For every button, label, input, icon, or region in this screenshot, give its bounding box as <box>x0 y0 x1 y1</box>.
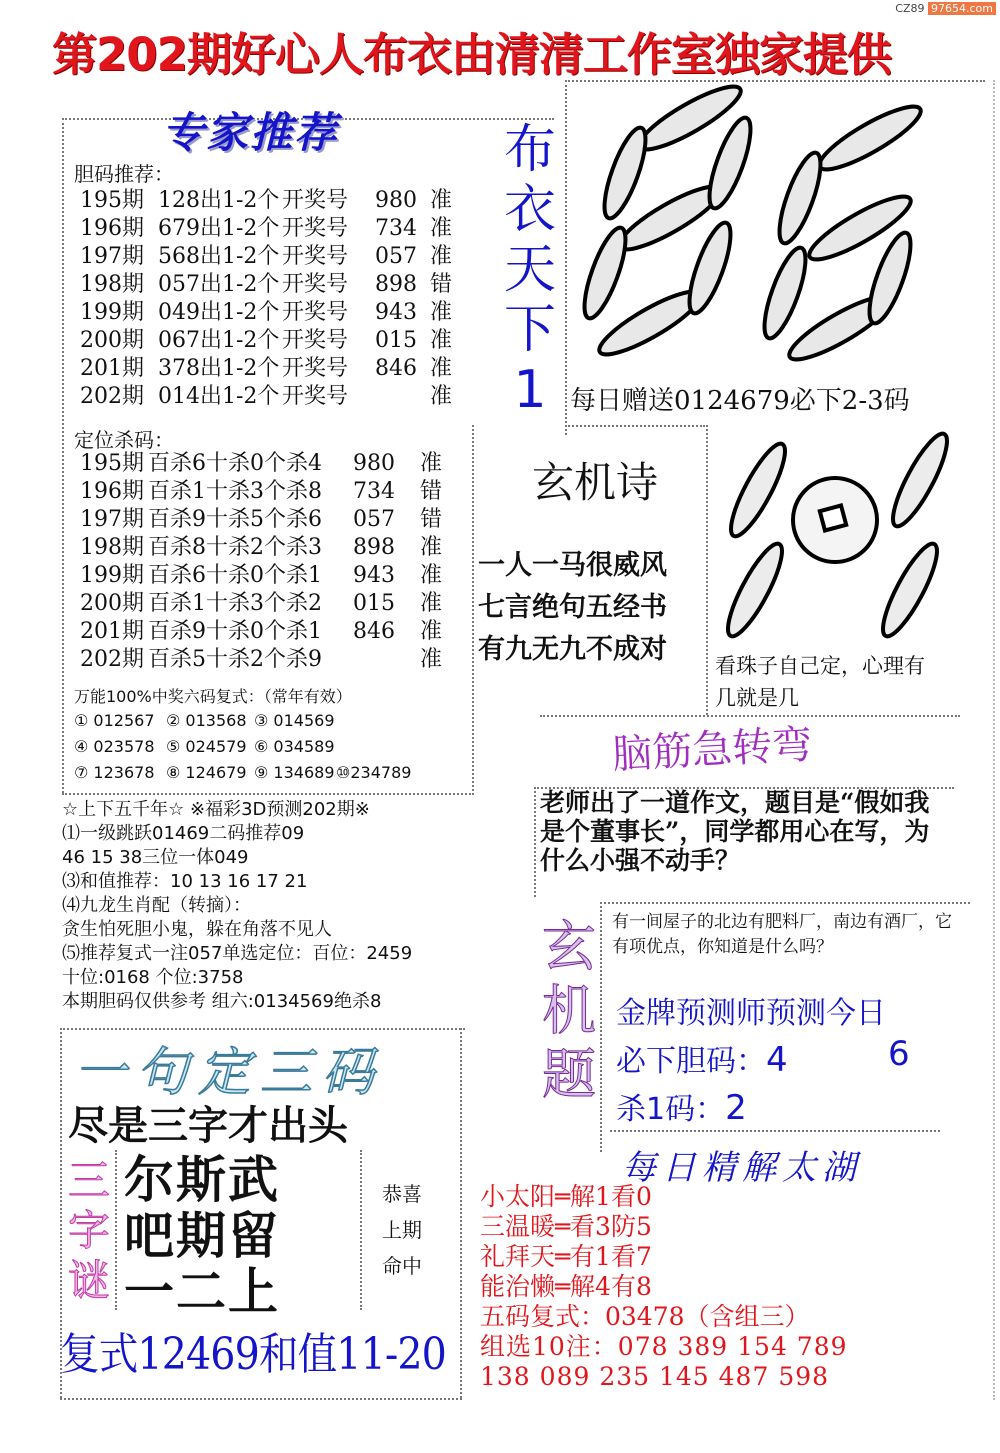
bead-graphic <box>710 420 990 645</box>
combo-row <box>74 711 464 733</box>
combo: ④ 023578 <box>74 737 155 756</box>
three-char: 三 <box>67 1156 110 1205</box>
kill: 百杀9十杀5个杀6 <box>148 507 322 532</box>
must-label: 必下胆码： <box>616 1044 766 1079</box>
divider <box>60 1398 462 1400</box>
pick: 568出1-2个 <box>158 244 280 269</box>
combo: ① 012567 <box>74 711 155 730</box>
period: 199期 <box>80 300 144 325</box>
buyi-char: 衣 <box>503 180 556 240</box>
three-char-vertical <box>64 1156 114 1306</box>
forecast-line: ☆上下五千年☆ ※福彩3D预测202期※ <box>62 799 370 820</box>
must-b: 6 <box>888 1034 910 1074</box>
period: 201期 <box>80 619 144 644</box>
period: 197期 <box>80 507 144 532</box>
draw: 898 <box>375 272 417 297</box>
result: 准 <box>430 384 453 409</box>
xuanji-question: 有一间屋子的北边有肥料厂，南边有酒厂，它有项优点，你知道是什么吗？ <box>612 912 952 957</box>
period: 195期 <box>80 451 144 476</box>
forecast-line: ⑷九龙生肖配（转摘）： <box>62 895 251 916</box>
poem-line: 一人一马很威风 <box>478 550 667 581</box>
must-row <box>616 1036 788 1080</box>
result: 准 <box>420 535 443 560</box>
kill: 百杀8十杀2个杀3 <box>148 535 322 560</box>
draw: 846 <box>353 619 395 644</box>
period: 198期 <box>80 272 144 297</box>
riddle-word-line: 吧期留 <box>124 1207 280 1265</box>
result: 准 <box>420 591 443 616</box>
pick: 378出1-2个 <box>158 356 280 381</box>
draw: 943 <box>375 300 417 325</box>
draw: 846 <box>375 356 417 381</box>
draw-label: 开奖号 <box>282 384 349 409</box>
period: 195期 <box>80 188 144 213</box>
divider <box>993 80 995 1400</box>
must-a: 4 <box>766 1040 788 1080</box>
result: 错 <box>430 272 453 297</box>
watermark-text: CZ89 <box>895 2 925 15</box>
result: 准 <box>430 300 453 325</box>
riddle-title: 脑筋急转弯 <box>611 721 814 779</box>
gold-title: 金牌预测师预测今日 <box>616 996 886 1031</box>
divider <box>360 1150 362 1310</box>
period: 201期 <box>80 356 144 381</box>
kill: 百杀5十杀2个杀9 <box>148 647 322 672</box>
combo-row <box>74 737 464 759</box>
draw: 057 <box>353 507 395 532</box>
combo: ⑧ 124679 <box>166 763 247 782</box>
combo: ⑤ 024579 <box>166 737 247 756</box>
draw: 980 <box>353 451 395 476</box>
result: 准 <box>430 216 453 241</box>
combo: ⑥ 034589 <box>254 737 335 756</box>
divider <box>115 1150 117 1310</box>
taihu-lines <box>480 1182 848 1392</box>
combo: ⑦ 123678 <box>74 763 155 782</box>
draw-label: 开奖号 <box>282 272 349 297</box>
one-sentence-subtitle: 尽是三字才出头 <box>68 1103 348 1149</box>
period: 197期 <box>80 244 144 269</box>
pick: 067出1-2个 <box>158 328 280 353</box>
congrats-line: 命中 <box>382 1254 422 1278</box>
taihu-line: 三温暖═看3防5 <box>480 1212 652 1241</box>
divider <box>472 425 474 795</box>
divider <box>600 902 602 1152</box>
draw-label: 开奖号 <box>282 328 349 353</box>
xuanji-char: 题 <box>542 1043 596 1106</box>
taihu-line: 组选10注：078 389 154 789 <box>480 1332 848 1361</box>
buyi-char: 天 <box>503 240 556 300</box>
draw-label: 开奖号 <box>282 216 349 241</box>
poem-line: 七言绝句五经书 <box>478 592 667 623</box>
result: 准 <box>420 647 443 672</box>
watermark <box>895 2 996 15</box>
result: 错 <box>420 479 443 504</box>
bottom-compound: 复式12469和值11-20 <box>60 1329 446 1380</box>
result: 准 <box>430 244 453 269</box>
result: 错 <box>420 507 443 532</box>
combo: ③ 014569 <box>254 711 335 730</box>
daily-gift: 每日赠送0124679必下2-3码 <box>570 386 910 416</box>
divider <box>706 425 708 715</box>
dan-table <box>80 187 480 417</box>
buyi-vertical <box>498 120 562 420</box>
congrats <box>382 1176 422 1284</box>
kill: 百杀9十杀0个杀1 <box>148 619 322 644</box>
kill-label: 杀1码： <box>616 1092 726 1127</box>
three-char: 字 <box>67 1206 110 1255</box>
divider <box>565 425 705 427</box>
result: 准 <box>430 328 453 353</box>
riddle-word-line: 一二上 <box>124 1263 280 1321</box>
divider <box>565 80 567 435</box>
draw: 943 <box>353 563 395 588</box>
big-digits-graphic <box>570 78 990 378</box>
pick: 014出1-2个 <box>158 384 280 409</box>
forecast-line: ⑸推荐复式一注057单选定位：百位：2459 <box>62 943 413 964</box>
taihu-line: 能治懒═解4有8 <box>480 1272 652 1301</box>
kill: 百杀1十杀3个杀8 <box>148 479 322 504</box>
forecast-line: ⑶和值推荐：10 13 16 17 21 <box>62 871 308 892</box>
poem-line: 有九无九不成对 <box>478 634 667 665</box>
draw: 734 <box>375 216 417 241</box>
taihu-line: 五码复式：03478（含组三） <box>480 1302 810 1331</box>
result: 准 <box>430 356 453 381</box>
draw: 980 <box>375 188 417 213</box>
draw: 015 <box>353 591 395 616</box>
draw-label: 开奖号 <box>282 244 349 269</box>
divider <box>600 902 970 904</box>
combo: ⑩234789 <box>336 763 412 782</box>
pick: 128出1-2个 <box>158 188 280 213</box>
period: 198期 <box>80 535 144 560</box>
period: 202期 <box>80 384 144 409</box>
kill-label: 定位杀码： <box>74 428 174 452</box>
three-char: 谜 <box>67 1256 110 1305</box>
poem-lines <box>478 545 667 671</box>
taihu-line: 礼拜天═有1看7 <box>480 1242 652 1271</box>
forecast-line: 贪生怕死胆小鬼，躲在角落不见人 <box>62 919 332 940</box>
result: 准 <box>420 451 443 476</box>
forecast-line: 46 15 38三位一体049 <box>62 847 249 868</box>
period: 202期 <box>80 647 144 672</box>
result: 准 <box>430 188 453 213</box>
pick: 049出1-2个 <box>158 300 280 325</box>
divider <box>62 118 64 793</box>
draw-label: 开奖号 <box>282 300 349 325</box>
draw: 734 <box>353 479 395 504</box>
period: 200期 <box>80 328 144 353</box>
buyi-char: 布 <box>503 120 556 180</box>
draw: 057 <box>375 244 417 269</box>
buyi-char: 下 <box>503 300 556 360</box>
combo-row <box>74 763 464 785</box>
kill: 百杀6十杀0个杀1 <box>148 563 322 588</box>
draw-label: 开奖号 <box>282 356 349 381</box>
result: 准 <box>420 619 443 644</box>
page-title: 第202期好心人布衣由清清工作室独家提供 <box>52 28 891 81</box>
forecast-block <box>62 798 532 1014</box>
pick: 679出1-2个 <box>158 216 280 241</box>
kill-table <box>80 450 470 680</box>
divider <box>460 1028 462 1398</box>
xuanji-vertical <box>538 915 600 1107</box>
forecast-line: ⑴一级跳跃01469二码推荐09 <box>62 823 305 844</box>
expert-title: 专家推荐 <box>162 108 339 157</box>
kill: 百杀1十杀3个杀2 <box>148 591 322 616</box>
divider <box>534 787 536 897</box>
draw: 898 <box>353 535 395 560</box>
period: 200期 <box>80 591 144 616</box>
draw: 015 <box>375 328 417 353</box>
kill-val: 2 <box>725 1088 747 1128</box>
dan-label: 胆码推荐： <box>74 162 174 186</box>
xuanji-char: 玄 <box>542 915 596 978</box>
congrats-line: 恭喜 <box>382 1182 422 1206</box>
poem-title: 玄机诗 <box>532 458 659 507</box>
result: 准 <box>420 563 443 588</box>
combo: ② 013568 <box>166 711 247 730</box>
divider <box>62 793 474 795</box>
riddle-text: 老师出了一道作文，题目是“假如我是个董事长”，同学都用心在写，为什么小强不动手？ <box>540 788 930 875</box>
period: 196期 <box>80 479 144 504</box>
xuanji-char: 机 <box>542 979 596 1042</box>
taihu-line: 138 089 235 145 487 598 <box>480 1362 830 1391</box>
buyi-char: 1 <box>513 360 547 420</box>
combo: ⑨ 134689 <box>254 763 335 782</box>
forecast-line: 本期胆码仅供参考 组六:0134569绝杀8 <box>62 991 382 1012</box>
pick: 057出1-2个 <box>158 272 280 297</box>
taihu-line: 小太阳═解1看0 <box>480 1182 652 1211</box>
riddle-word-line: 尔斯武 <box>124 1151 280 1209</box>
draw-label: 开奖号 <box>282 188 349 213</box>
combo-title: 万能100%中奖六码复式：（常年有效） <box>74 687 352 706</box>
riddle-words <box>124 1152 280 1320</box>
watermark-site: 97654.com <box>928 2 996 15</box>
poem-note: 看珠子自己定，心理有几就是几 <box>715 654 925 710</box>
congrats-line: 上期 <box>382 1218 422 1242</box>
kill: 百杀6十杀0个杀4 <box>148 451 322 476</box>
taihu-title: 每日精解太湖 <box>622 1148 862 1188</box>
one-sentence-title: 一句定三码 <box>74 1043 385 1103</box>
divider <box>610 1130 940 1132</box>
forecast-line: 十位:0168 个位:3758 <box>62 967 244 988</box>
kill-row <box>616 1084 747 1128</box>
period: 199期 <box>80 563 144 588</box>
period: 196期 <box>80 216 144 241</box>
